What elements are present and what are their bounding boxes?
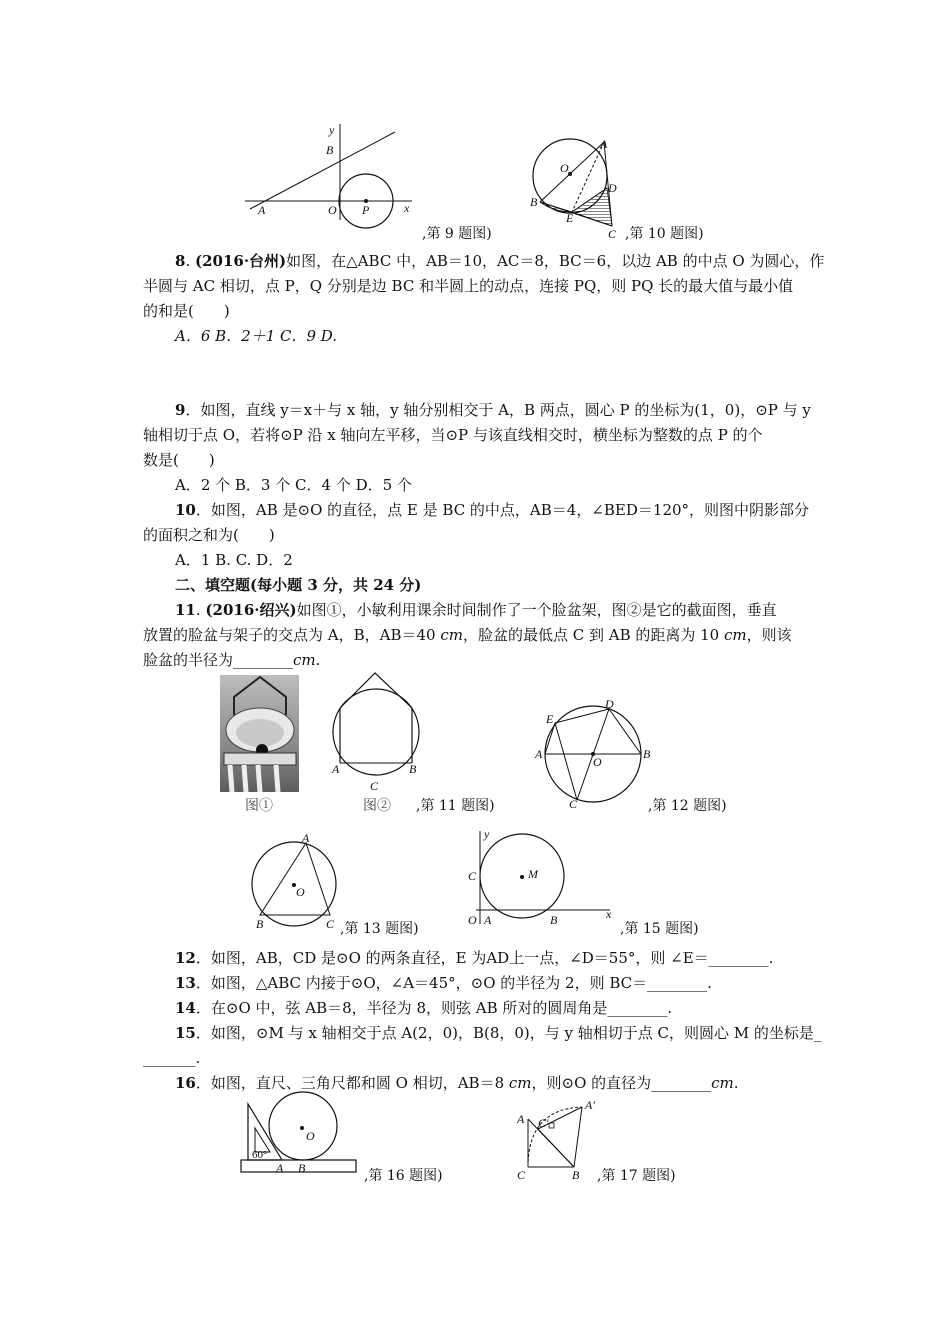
q11-l2a: 放置的脸盆与架子的交点为 A，B，AB＝40 [143,626,441,644]
q16-num: 16 [175,1074,196,1092]
q14-text: ．在⊙O 中，弦 AB＝8，半径为 8，则弦 AB 所对的圆周角是________. [195,999,673,1017]
q11-text1: 如图①，小敏利用课余时间制作了一个脸盆架，图②是它的截面图，垂直 [296,601,777,619]
f17-label-b: B [572,1168,580,1182]
q8-line3: 的和是( ) [143,302,230,320]
q8-line1: 8. (2016·台州)如图，在△ABC 中，AB＝10，AC＝8，BC＝6，以边 AB 的中点 O 为圆心，作 [175,252,825,270]
f15-label-c: C [468,869,477,883]
q8-num: 8 [175,252,186,270]
q9-line1 [143,398,813,423]
q13-text: ．如图，△ABC 内接于⊙O，∠A＝45°，⊙O 的半径为 2，则 BC＝________. [195,974,712,992]
figure-16 [238,1092,363,1177]
f10-label-b: B [530,195,538,209]
q9-line3: 数是( ) [143,451,215,469]
caption-q12: ,第 12 题图) [648,798,727,814]
q12 [143,946,813,971]
figure-15 [462,826,622,931]
caption-q11: ,第 11 题图) [416,798,495,814]
figure-11 [330,668,425,793]
caption-q16: ,第 16 题图) [364,1168,443,1184]
f15-label-m: M [528,867,538,881]
q10-options: A．1 B. C. D．2 [175,551,293,569]
caption-q13: ,第 13 题图) [340,921,419,937]
q16-unit1: cm [508,1074,532,1092]
figure-10 [528,136,628,241]
q10-line2: 的面积之和为( ) [143,526,275,544]
section-fill-in [143,573,813,598]
f17-label-a: A [517,1112,525,1126]
washbasin-rack-photo [220,675,299,792]
q12-text: ．如图，AB，CD 是⊙O 的两条直径，E 为AD上一点，∠D＝55°，则 ∠E＝________. [195,949,774,967]
f12-label-a: A [535,747,543,761]
q11-line3 [143,648,813,673]
q8-line2: 半圆与 AC 相切，点 P，Q 分别是边 BC 和半圆上的动点，连接 PQ，则 PQ 长的最大值与最小值 [143,277,794,295]
f13-label-c: C [326,917,335,931]
q15-num: 15 [175,1024,196,1042]
f11-label-a: A [332,762,340,776]
q8-options: A．6 B．2＋1 C．9 D. [175,327,338,345]
f13-label-b: B [256,917,264,931]
f15-label-o: O [468,913,477,927]
f10-label-d: D [608,181,617,195]
f11-label-b: B [409,762,417,776]
f10-label-e: E [566,211,574,225]
f17-label-a-prime: A′ [585,1098,595,1112]
q11-line2 [143,623,813,648]
f16-label-angle: 60° [252,1149,268,1161]
f9-label-o: O [328,203,337,217]
f12-label-b: B [643,747,651,761]
f13-label-a: A [302,831,310,845]
q16-texta: ．如图，直尺、三角尺都和圆 O 相切，AB＝8 [195,1074,509,1092]
caption-q11-fig1: 图① [245,798,273,814]
f9-label-y: y [329,123,335,137]
f12-label-c: C [569,797,578,811]
q11-l2b: ，脸盆的最低点 C 到 AB 的距离为 10 [462,626,724,644]
q16-textb: ，则⊙O 的直径为________ [531,1074,712,1092]
f9-label-a: A [258,203,266,217]
f12-label-o: O [593,755,602,769]
caption-q10: ,第 10 题图) [625,226,704,242]
caption-q9: ,第 9 题图) [422,226,492,242]
f15-label-b: B [550,913,558,927]
q13-num: 13 [175,974,196,992]
caption-q15: ,第 15 题图) [620,921,699,937]
f9-label-x: x [404,201,410,215]
q16-textc: . [733,1074,739,1092]
q10-line1 [143,498,813,523]
q15-line1 [143,1021,822,1046]
f9-label-b: B [326,143,334,157]
f15-label-y: y [484,827,490,841]
f17-label-c-prime: C′ [538,1116,549,1130]
f16-label-b: B [298,1161,306,1175]
q8-source: (2016·台州) [194,252,287,270]
figure-13 [248,832,343,932]
q11-unit1: cm [440,626,463,644]
figure-17 [512,1097,607,1182]
q16-unit2: cm [711,1074,734,1092]
q15-text1: ．如图，⊙M 与 x 轴相交于点 A(2，0)，B(8，0)，与 y 轴相切于点 C，则圆心 M 的坐标是_ [195,1024,822,1042]
q9-text1: ．如图，直线 y＝x＋与 x 轴，y 轴分别相交于 A，B 两点，圆心 P 的坐标为(1，0)，⊙P 与 y [185,401,811,419]
q14-num: 14 [175,999,196,1017]
f13-label-o: O [296,885,305,899]
f10-label-o: O [560,161,569,175]
figure-12 [533,696,653,811]
q11-unit2: cm [724,626,747,644]
q14 [143,996,813,1021]
f15-label-a: A [484,913,492,927]
f9-label-p: P [362,203,370,217]
f16-label-a: A [276,1161,284,1175]
q11-unit3: cm [293,651,316,669]
f12-label-e: E [546,712,554,726]
f10-label-a: A [600,137,608,151]
section-title: 二、填空题(每小题 3 分，共 24 分) [175,576,422,594]
f16-label-o: O [306,1129,315,1143]
q15-line2: _______. [143,1049,201,1067]
f10-label-c: C [608,227,617,241]
q8-text1: 如图，在△ABC 中，AB＝10，AC＝8，BC＝6，以边 AB 的中点 O 为圆心，作 [286,252,825,270]
caption-q11-fig2: 图② [363,798,391,814]
q10-num: 10 [175,501,196,519]
f15-label-x: x [606,907,612,921]
f12-label-d: D [605,697,614,711]
q11-line1: 11. (2016·绍兴)如图①，小敏利用课余时间制作了一个脸盆架，图②是它的截面图，垂直 [175,601,777,619]
caption-q17: ,第 17 题图) [597,1168,676,1184]
q12-num: 12 [175,949,196,967]
q11-num: 11 [175,601,196,619]
f17-label-c: C [517,1168,526,1182]
q11-source: (2016·绍兴) [205,601,297,619]
q10-text1: ．如图，AB 是⊙O 的直径，点 E 是 BC 的中点，AB＝4，∠BED＝120°，则图中阴影部分 [195,501,810,519]
q11-l3a: 脸盆的半径为________ [143,651,294,669]
q9-num: 9 [175,401,186,419]
q13 [143,971,813,996]
f11-label-c: C [370,779,379,793]
q9-line2: 轴相切于点 O，若将⊙P 沿 x 轴向左平移，当⊙P 与该直线相交时，横坐标为整数的点 P 的个 [143,426,763,444]
q9-options: A．2 个 B．3 个 C．4 个 D．5 个 [175,476,412,494]
figure-9 [240,122,420,232]
q11-l2c: ，则该 [746,626,792,644]
q11-l3b: . [315,651,321,669]
